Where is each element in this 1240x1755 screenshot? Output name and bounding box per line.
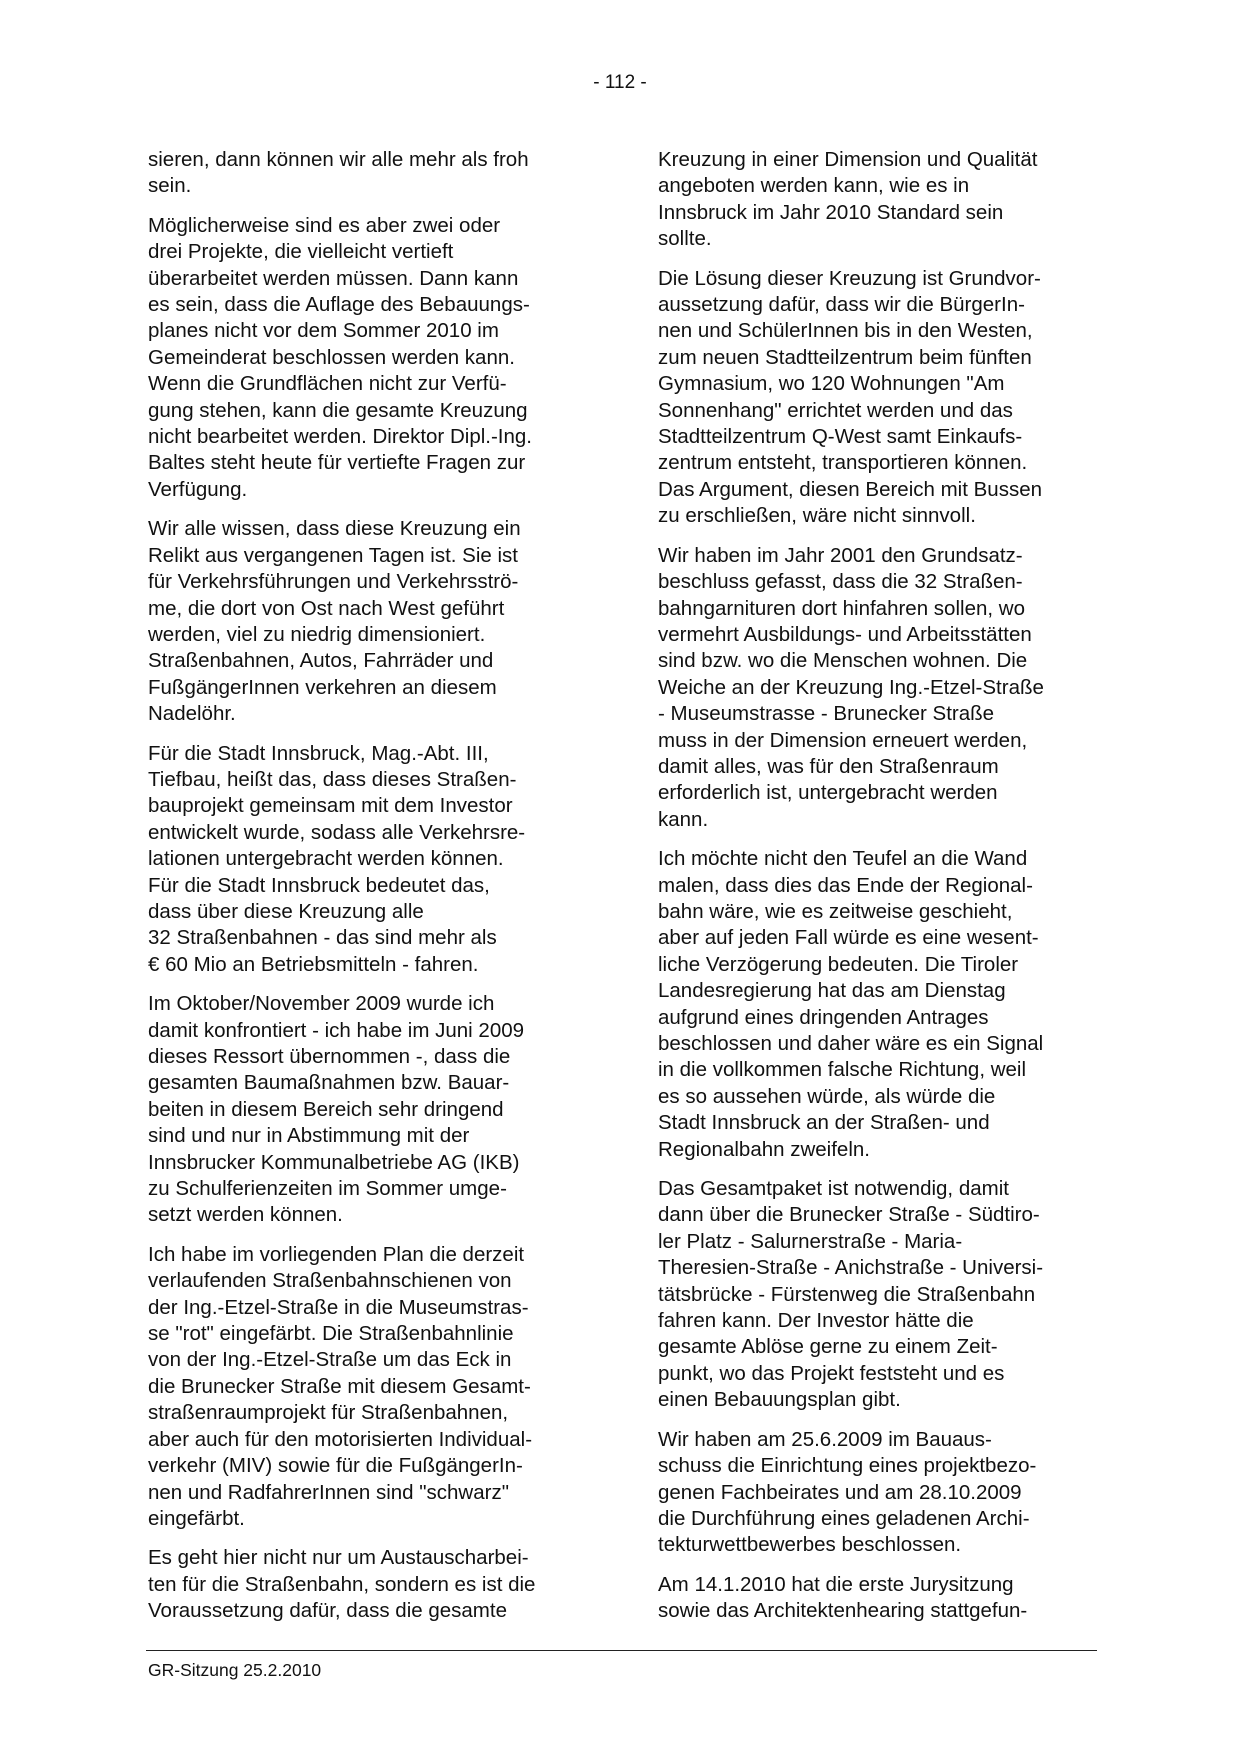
paragraph: Das Gesamtpaket ist notwendig, damit dann über die Brunecker Straße - Südtiro- ler Platz - Salurnerstraße - Maria- Theresien-Straße - Anichstraße - Universi- tätsbrücke - Fürstenweg die Straßenbahn fahren kann. Der Investor hätte die gesamte Ablöse gerne zu einem Zeit- punkt, wo das Projekt feststeht und es einen Bebauungsplan gibt. <box>658 1177 1044 1412</box>
left-column <box>148 147 588 1638</box>
paragraph: sieren, dann können wir alle mehr als froh sein. <box>148 148 529 198</box>
paragraph: Es geht hier nicht nur um Austauscharbei- ten für die Straßenbahn, sondern es ist die Voraussetzung dafür, dass die gesamte <box>148 1546 536 1623</box>
paragraph: Für die Stadt Innsbruck, Mag.-Abt. III, Tiefbau, heißt das, dass dieses Straßen- bauprojekt gemeinsam mit dem Investor entwickelt wurde, sodass alle Verkehrsre- lationen untergebracht werden können. Für die Stadt Innsbruck bedeutet das, dass über diese Kreuzung alle 32 Straßenbahnen - das sind mehr als € 60 Mio an Betriebsmitteln - fahren. <box>148 741 526 976</box>
paragraph: Im Oktober/November 2009 wurde ich damit konfrontiert - ich habe im Juni 2009 dieses Ressort übernommen -, dass die gesamten Baumaßnahmen bzw. Bauar- beiten in diesem Bereich sehr dringend sind und nur in Abstimmung mit der Innsbrucker Kommunalbetriebe AG (IKB) zu Schulferienzeiten im Sommer umge- setzt werden können. <box>148 992 525 1227</box>
paragraph: Wir alle wissen, dass diese Kreuzung ein Relikt aus vergangenen Tagen ist. Sie ist für Verkehrsführungen und Verkehrsströ- me, die dort von Ost nach West geführt werden, viel zu niedrig dimensioniert. Straßenbahnen, Autos, Fahrräder und FußgängerInnen verkehren an diesem Nadelöhr. <box>148 517 521 726</box>
paragraph: Wir haben am 25.6.2009 im Bauaus- schuss die Einrichtung eines projektbezo- genen Fachbeirates und am 28.10.2009 die Durchführung eines geladenen Archi- tekturwettbewerbes beschlossen. <box>658 1427 1037 1557</box>
right-column <box>658 147 1098 1638</box>
paragraph: Am 14.1.2010 hat die erste Jurysitzung sowie das Architektenhearing stattgefun- <box>658 1572 1028 1623</box>
paragraph: Ich möchte nicht den Teufel an die Wand malen, dass dies das Ende der Regional- bahn wäre, wie es zeitweise geschieht, aber auf jeden Fall würde es eine wesent- liche Verzögerung bedeuten. Die Tiroler Landesregierung hat das am Dienstag aufgrund eines dringenden Antrages beschlossen und daher wäre es ein Signal in die vollkommen falsche Richtung, weil es so aussehen würde, als würde die Stadt Innsbruck an der Straßen- und Regionalbahn zweifeln. <box>658 847 1044 1161</box>
paragraph: Ich habe im vorliegenden Plan die derzeit verlaufenden Straßenbahnschienen von der Ing.-Etzel-Straße in die Museumstras- se "rot" eingefärbt. Die Straßenbahnlinie von der Ing.-Etzel-Straße um das Eck in die Brunecker Straße mit diesem Gesamt- straßenraumprojekt für Straßenbahnen, aber auch für den motorisierten Individual- verkehr (MIV) sowie für die FußgängerIn- nen und RadfahrerInnen sind "schwarz" eingefärbt. <box>148 1242 533 1530</box>
paragraph: Kreuzung in einer Dimension und Qualität angeboten werden kann, wie es in Innsbruck im Jahr 2010 Standard sein sollte. <box>658 148 1038 251</box>
footer-session-date: GR-Sitzung 25.2.2010 <box>148 1660 322 1680</box>
paragraph: Wir haben im Jahr 2001 den Grundsatz- beschluss gefasst, dass die 32 Straßen- bahngarnituren dort hinfahren sollen, wo vermehrt Ausbildungs- und Arbeitsstätten sind bzw. wo die Menschen wohnen. Die Weiche an der Kreuzung Ing.-Etzel-Straße - Museumstrasse - Brunecker Straße muss in der Dimension erneuert werden, damit alles, was für den Straßenraum erforderlich ist, untergebracht werden kann. <box>658 543 1044 831</box>
paragraph: Möglicherweise sind es aber zwei oder drei Projekte, die vielleicht vertieft überarbeitet werden müssen. Dann kann es sein, dass die Auflage des Bebauungs- planes nicht vor dem Sommer 2010 im Gemeinderat beschlossen werden kann. Wenn die Grundflächen nicht zur Verfü- gung stehen, kann die gesamte Kreuzung nicht bearbeitet werden. Direktor Dipl.-Ing. Baltes steht heute für vertiefte Fragen zur Verfügung. <box>148 213 532 501</box>
page-number: - 112 - <box>593 72 647 93</box>
paragraph: Die Lösung dieser Kreuzung ist Grundvor- aussetzung dafür, dass wir die BürgerIn- nen und SchülerInnen bis in den Westen, zum neuen Stadtteilzentrum beim fünften Gymnasium, wo 120 Wohnungen "Am Sonnenhang" errichtet werden und das Stadtteilzentrum Q-West samt Einkaufs- zentrum entsteht, transportieren können. Das Argument, diesen Bereich mit Bussen zu erschließen, wäre nicht sinnvoll. <box>658 266 1042 528</box>
footer-divider <box>146 1650 1097 1651</box>
